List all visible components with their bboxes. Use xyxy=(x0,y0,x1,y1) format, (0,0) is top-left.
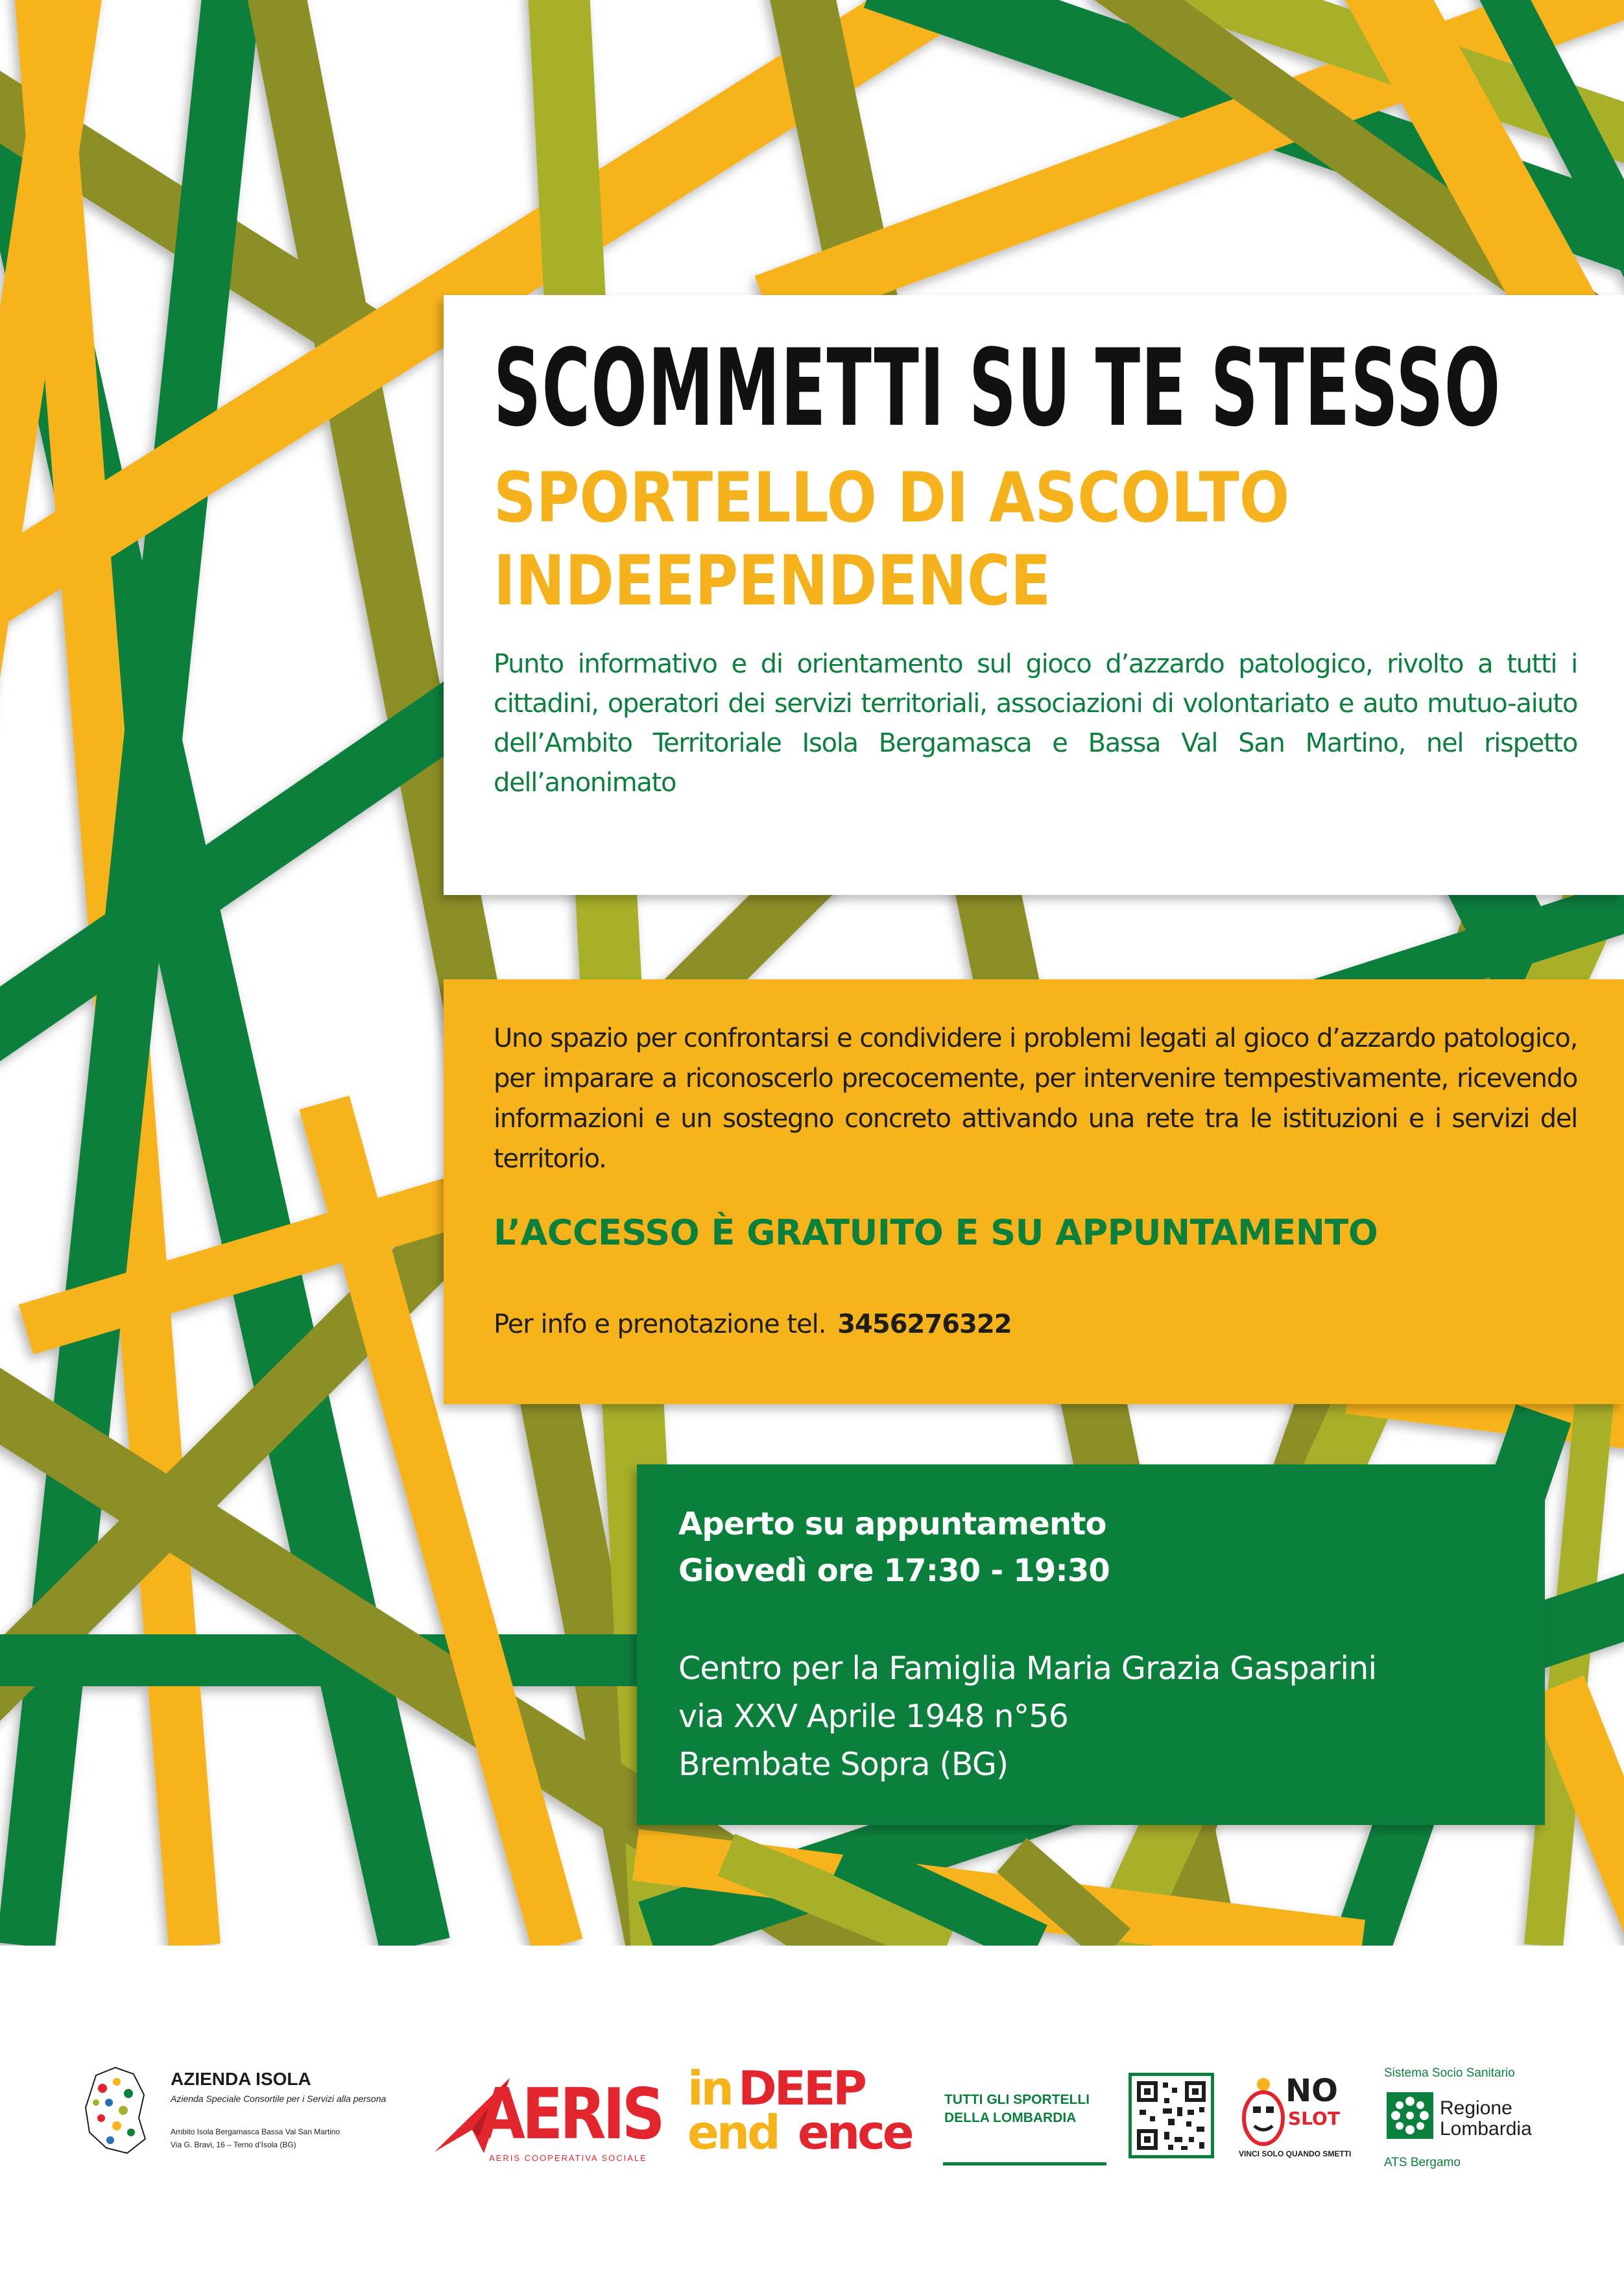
regione-name: Regione xyxy=(1440,2097,1512,2119)
no-slot-logo xyxy=(1239,2073,1355,2177)
aeris-logo xyxy=(433,2070,667,2167)
slot-face-icon xyxy=(1239,2075,1288,2147)
sportelli-text: TUTTI GLI SPORTELLI xyxy=(944,2092,1090,2107)
description-panel xyxy=(444,979,1624,1404)
access-notice: L’ACCESSO È GRATUITO E SU APPUNTAMENTO xyxy=(494,1212,1378,1253)
phone-number[interactable]: 3456276322 xyxy=(837,1309,1012,1339)
qr-code-icon xyxy=(1132,2076,1211,2155)
azienda-address: Via G. Bravi, 16 – Terno d’Isola (BG) xyxy=(171,2140,296,2149)
no-slot-tagline: VINCI SOLO QUANDO SMETTI xyxy=(1239,2149,1352,2158)
poster-subtitle xyxy=(494,457,1426,623)
subtitle-line: SPORTELLO DI ASCOLTO xyxy=(494,458,1290,538)
azienda-isola-logo xyxy=(77,2062,427,2166)
address-line: Brembate Sopra (BG) xyxy=(678,1746,1009,1783)
address xyxy=(678,1645,1506,1789)
description-text: Uno spazio per confrontarsi e condividere i problemi legati al gioco d’azzardo patologico, per imparare a riconoscerlo precocemente, per intervenire tempestivamente, ricevendo informazioni e un sostegno concreto attivando una rete tra le istituzioni e i servizi del territorio. xyxy=(494,1023,1577,1174)
logo-text: end xyxy=(687,2105,778,2160)
poster-title: SCOMMETTI SU TE STESSO xyxy=(494,326,1501,450)
divider xyxy=(943,2162,1106,2165)
intro-panel xyxy=(444,295,1624,895)
regione-top-text: Sistema Socio Sanitario xyxy=(1384,2066,1515,2080)
schedule-panel xyxy=(637,1464,1545,1825)
qr-code[interactable] xyxy=(1128,2073,1214,2158)
intro-text: Punto informativo e di orientamento sul gioco d’azzardo patologico, rivolto a tutti i cittadini, operatori dei servizi territoriali, associazioni di volontariato e auto mutuo-aiuto dell’Ambito Territoriale Isola Bergamasca e Bassa Val San Martino, nel rispetto dell’anonimato xyxy=(494,649,1577,798)
subtitle-line: INDEEPENDENCE xyxy=(494,541,1051,621)
azienda-address: Ambito Isola Bergamasca Bassa Val San Martino xyxy=(171,2127,340,2136)
logo-text: ence xyxy=(798,2105,912,2160)
no-slot-text: SLOT xyxy=(1288,2108,1340,2129)
info-line xyxy=(494,1305,1577,1344)
regione-name: Lombardia xyxy=(1440,2118,1532,2140)
no-slot-text: NO xyxy=(1285,2073,1338,2109)
address-line: Centro per la Famiglia Maria Grazia Gasparini xyxy=(678,1650,1377,1687)
schedule-hours: Giovedì ore 17:30 - 19:30 xyxy=(678,1553,1110,1589)
sportelli-text: DELLA LOMBARDIA xyxy=(944,2110,1077,2125)
address-line: via XXV Aprile 1948 n°56 xyxy=(678,1698,1069,1735)
regione-lombardia-logo xyxy=(1384,2066,1579,2177)
ats-text: ATS Bergamo xyxy=(1384,2156,1461,2169)
sportelli-lombardia-block xyxy=(940,2092,1219,2170)
map-icon xyxy=(77,2062,154,2160)
schedule-line: Aperto su appuntamento xyxy=(678,1506,1106,1542)
azienda-subtitle: Azienda Speciale Consortile per i Servizi alla persona xyxy=(171,2093,387,2104)
info-label: Per info e prenotazione tel. xyxy=(494,1309,826,1339)
azienda-name: AZIENDA ISOLA xyxy=(171,2069,311,2089)
indeependence-logo xyxy=(687,2062,921,2160)
logo-text: DEEP xyxy=(738,2061,865,2116)
aeris-wordmark: AERIS xyxy=(479,2074,662,2155)
footer-logos xyxy=(0,1946,1624,2290)
rosa-camuna-icon xyxy=(1387,2092,1433,2139)
aeris-subtitle: AERIS COOPERATIVA SOCIALE xyxy=(489,2153,647,2163)
logo-text: in xyxy=(687,2061,732,2116)
